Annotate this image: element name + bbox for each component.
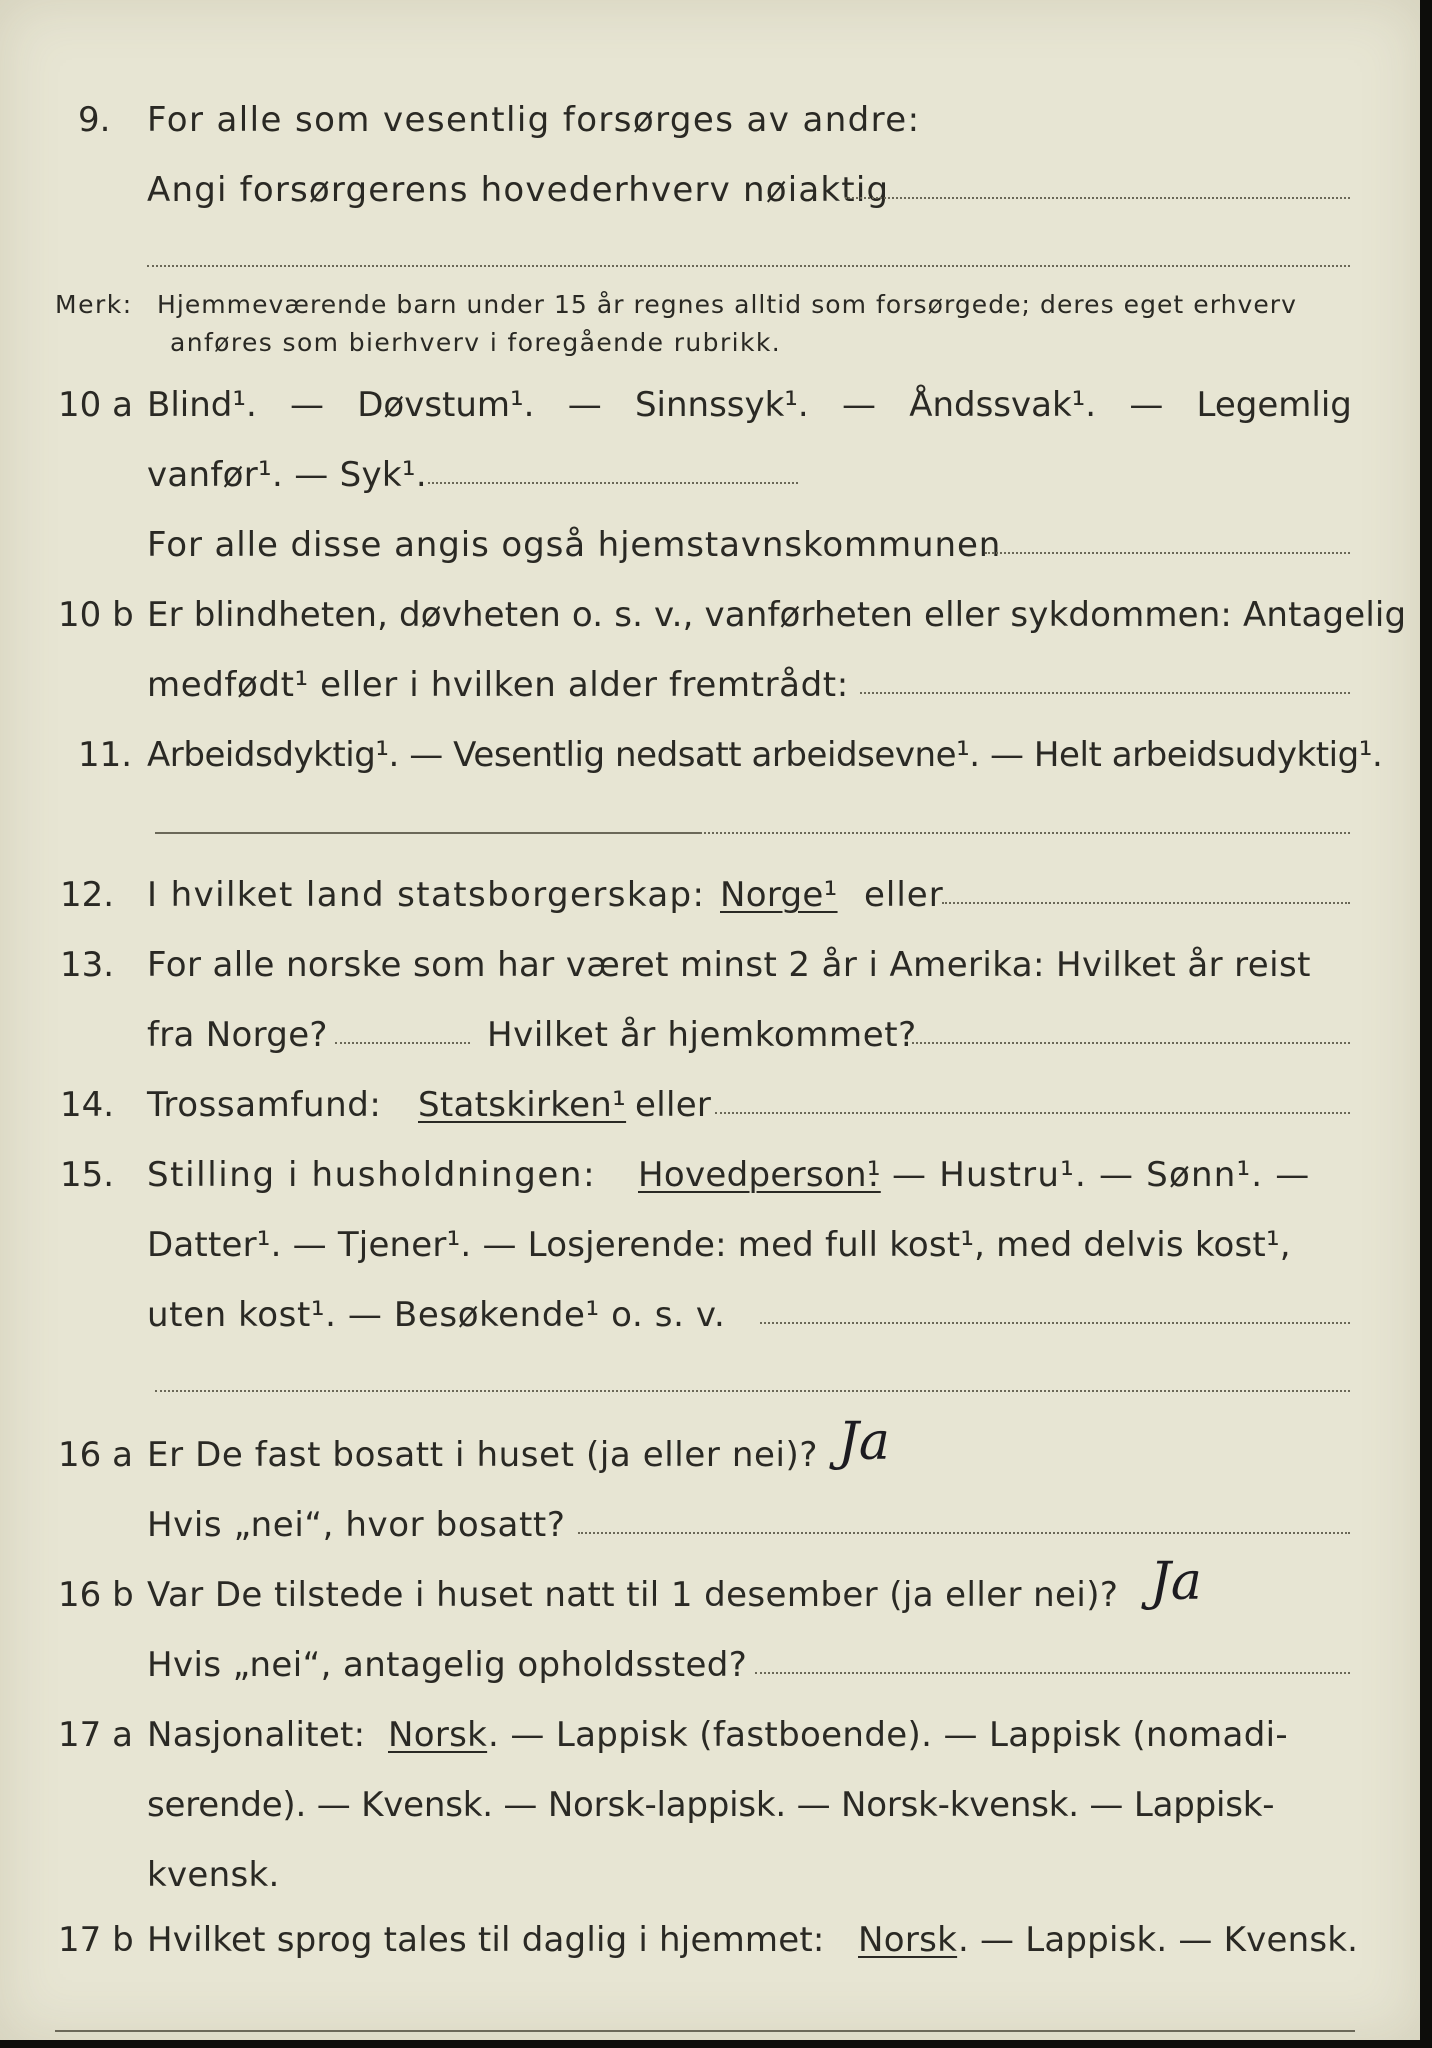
q10a-dash-2: — — [567, 385, 602, 425]
q9-line2: Angi forsørgerens hovederhverv nøiaktig — [147, 170, 890, 210]
q9-number: 9. — [78, 100, 111, 140]
q16b-number: 16 b — [58, 1575, 134, 1615]
q13-hjemkommet-line[interactable] — [912, 1042, 1350, 1044]
q17a-line2: serende). — Kvensk. — Norsk-lappisk. — Norsk-kvensk. — Lappisk- — [147, 1785, 1275, 1825]
q10a-dash-4: — — [1129, 385, 1164, 425]
q16b-line1: Var De tilstede i huset natt til 1 desember (ja eller nei)? — [147, 1575, 1119, 1615]
q16a-number: 16 a — [58, 1435, 133, 1475]
q15-answer-line-2[interactable] — [155, 1390, 1350, 1392]
q17b-answer-norsk: Norsk — [858, 1920, 958, 1960]
q9-answer-line-2[interactable] — [147, 265, 1350, 267]
q15-line3: uten kost¹. — Besøkende¹ o. s. v. — [147, 1295, 726, 1335]
q14-answer-statskirken: Statskirken¹ — [418, 1085, 627, 1125]
q11-text: Arbeidsdyktig¹. — Vesentlig nedsatt arbeidsevne¹. — Helt arbeidsudyktig¹. — [147, 735, 1383, 775]
q9-answer-line[interactable] — [845, 197, 1350, 199]
q10a-line3: For alle disse angis også hjemstavnskommunen — [147, 525, 1002, 565]
q12-prefix: I hvilket land statsborgerskap: — [147, 875, 706, 915]
q12-suffix: eller — [864, 875, 944, 915]
q13-reist-line[interactable] — [335, 1042, 470, 1044]
q10a-dash-1: — — [290, 385, 325, 425]
q13-line2a: fra Norge? — [147, 1015, 328, 1055]
q15-rest1: . — Hustru¹. — Sønn¹. — — [868, 1155, 1311, 1195]
q12-answer-norge: Norge¹ — [720, 875, 838, 915]
q10a-item-dovstum: Døvstum¹. — [357, 385, 535, 425]
q11-number: 11. — [78, 735, 133, 775]
q11-answer-line[interactable] — [700, 832, 1350, 834]
q17a-line3: kvensk. — [147, 1855, 280, 1895]
q16b-answer-line[interactable] — [755, 1672, 1350, 1674]
q10a-answer-line[interactable] — [428, 482, 798, 484]
q14-number: 14. — [60, 1085, 115, 1125]
q17b-number: 17 b — [58, 1920, 134, 1960]
q15-prefix: Stilling i husholdningen: — [147, 1155, 597, 1195]
q10a-item-sinnssyk: Sinnssyk¹. — [634, 385, 809, 425]
q10a-line1 — [147, 385, 1352, 425]
merk-line1: Hjemmeværende barn under 15 år regnes alltid som forsørgede; deres eget erhverv — [157, 290, 1297, 319]
q10a-hjemstavn-line[interactable] — [985, 552, 1350, 554]
q15-answer-hovedperson: Hovedperson¹ — [638, 1155, 881, 1195]
q12-number: 12. — [60, 875, 115, 915]
q13-line2b: Hvilket år hjemkommet? — [487, 1015, 917, 1055]
q10b-number: 10 b — [58, 595, 134, 635]
q16a-line1: Er De fast bosatt i huset (ja eller nei)? — [147, 1435, 819, 1475]
merk-label: Merk: — [55, 290, 133, 319]
q10b-answer-line[interactable] — [860, 692, 1350, 694]
q10a-item-blind: Blind¹. — [147, 385, 257, 425]
q10a-dash-3: — — [841, 385, 876, 425]
q16a-handwritten-answer: Ja — [838, 1412, 890, 1472]
q17b-rest: . — Lappisk. — Kvensk. — [958, 1920, 1359, 1960]
q10a-item-andssvak: Åndssvak¹. — [909, 385, 1097, 425]
q11-rule-solid — [155, 832, 700, 834]
q10a-line2: vanfør¹. — Syk¹. — [147, 455, 427, 495]
q17b-prefix: Hvilket sprog tales til daglig i hjemmet: — [147, 1920, 825, 1960]
q14-prefix: Trossamfund: — [147, 1085, 382, 1125]
q16a-answer-line[interactable] — [578, 1532, 1350, 1534]
q10a-number: 10 a — [58, 385, 133, 425]
q13-number: 13. — [60, 945, 115, 985]
q14-suffix: eller — [635, 1085, 712, 1125]
merk-line2: anføres som bierhverv i foregående rubrikk. — [170, 328, 782, 357]
q16b-handwritten-answer: Ja — [1150, 1552, 1202, 1612]
q17a-prefix: Nasjonalitet: — [147, 1715, 366, 1755]
q17a-answer-norsk: Norsk — [388, 1715, 488, 1755]
q12-answer-line[interactable] — [942, 902, 1350, 904]
q10b-line1: Er blindheten, døvheten o. s. v., vanførheten eller sykdommen: Antagelig — [147, 595, 1407, 635]
bottom-rule — [55, 2030, 1355, 2032]
q17a-number: 17 a — [58, 1715, 133, 1755]
q15-answer-line[interactable] — [760, 1322, 1350, 1324]
q10b-line2: medfødt¹ eller i hvilken alder fremtrådt: — [147, 665, 849, 705]
q16b-line2: Hvis „nei“, antagelig opholdssted? — [147, 1645, 748, 1685]
q13-line1: For alle norske som har været minst 2 år i Amerika: Hvilket år reist — [147, 945, 1311, 985]
q16a-line2: Hvis „nei“, hvor bosatt? — [147, 1505, 566, 1545]
q10a-item-legemlig: Legemlig — [1196, 385, 1352, 425]
q15-number: 15. — [60, 1155, 115, 1195]
q17a-line1-rest: . — Lappisk (fastboende). — Lappisk (nomadi- — [488, 1715, 1289, 1755]
q15-line2: Datter¹. — Tjener¹. — Losjerende: med full kost¹, med delvis kost¹, — [147, 1225, 1291, 1265]
q14-answer-line[interactable] — [715, 1112, 1350, 1114]
q9-line1: For alle som vesentlig forsørges av andre: — [147, 100, 921, 140]
